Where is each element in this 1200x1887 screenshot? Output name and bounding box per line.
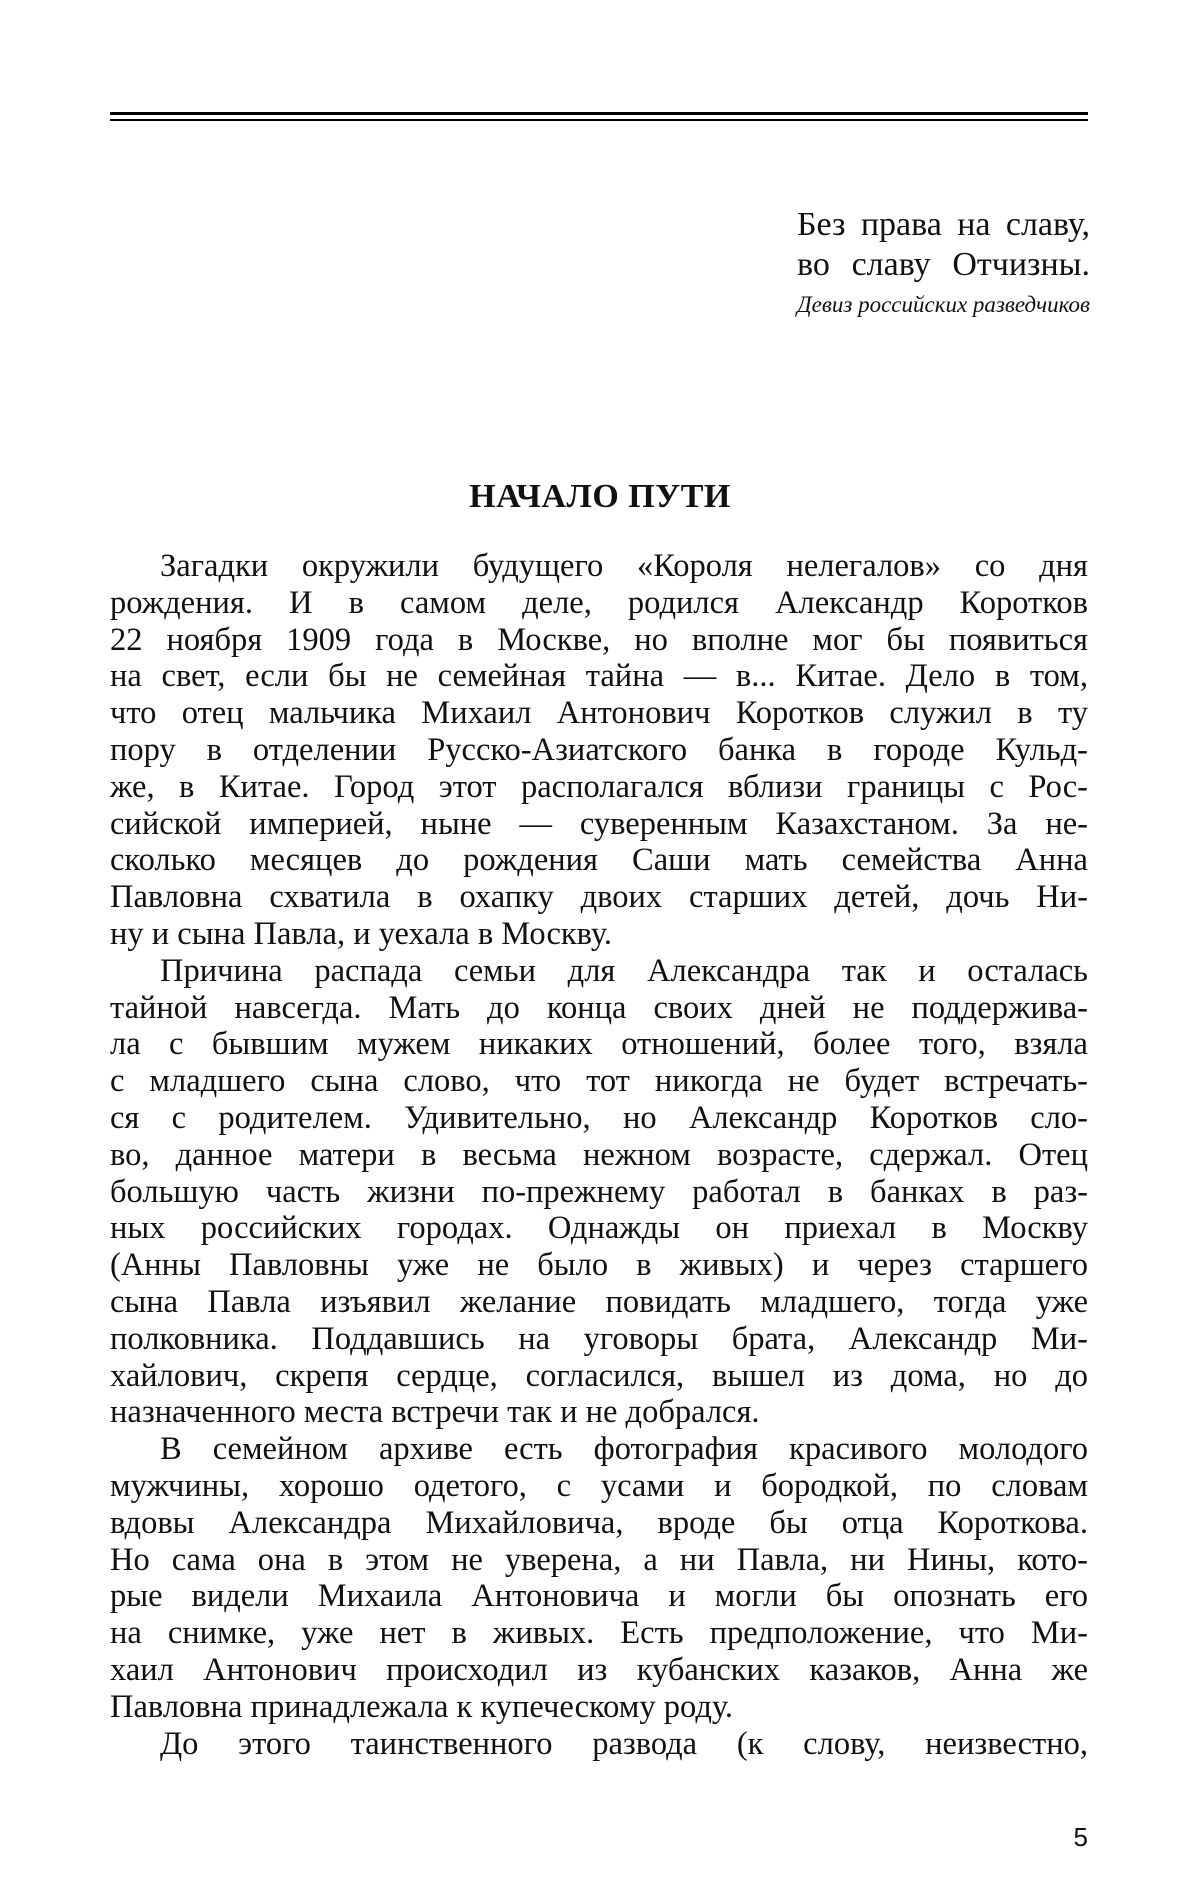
chapter-title: НАЧАЛО ПУТИ [469, 478, 731, 515]
text-line: сына Павла изъявил желание повидать младшего, тогда уже [110, 1283, 1088, 1320]
text-line: Но сама она в этом не уверена, а ни Павла, ни Нины, кото- [110, 1541, 1088, 1578]
text-line: До этого таинственного развода (к слову, неизвестно, [160, 1725, 1088, 1762]
page-number: 5 [1073, 1822, 1088, 1852]
text-line: хаил Антонович происходил из кубанских казаков, Анна же [110, 1651, 1088, 1688]
text-line: ну и сына Павла, и уехала в Москву. [110, 915, 613, 952]
text-line: мужчины, хорошо одетого, с усами и бородкой, по словам [110, 1467, 1088, 1504]
epigraph-line: во славу Отчизны. [797, 246, 1090, 283]
text-line: пору в отделении Русско-Азиатского банка в городе Кульд- [110, 731, 1088, 768]
text-line: большую часть жизни по-прежнему работал в банках в раз- [110, 1173, 1088, 1210]
header-rule-thin [110, 119, 1088, 121]
text-line: (Анны Павловны уже не было в живых) и через старшего [110, 1247, 1088, 1284]
header-rule [110, 112, 1088, 115]
text-line: рождения. И в самом деле, родился Александр Коротков [110, 584, 1088, 621]
text-line: на снимке, уже нет в живых. Есть предположение, что Ми- [110, 1615, 1088, 1652]
text-line: Загадки окружили будущего «Короля нелегалов» со дня [160, 548, 1088, 584]
text-line: сколько месяцев до рождения Саши мать семейства Анна [110, 842, 1088, 879]
text-line: Причина распада семьи для Александра так и осталась [160, 952, 1088, 989]
epigraph [797, 205, 1090, 323]
text-line: вдовы Александра Михайловича, вроде бы отца Короткова. [110, 1504, 1088, 1541]
text-line: ных российских городах. Однажды он приехал в Москву [110, 1210, 1088, 1247]
text-line: с младшего сына слово, что тот никогда не будет встречать- [110, 1063, 1088, 1100]
text-line: назначенного места встречи так и не добрался. [110, 1394, 760, 1431]
text-line: Павловна схватила в охапку двоих старших детей, дочь Ни- [110, 879, 1088, 916]
text-line: же, в Китае. Город этот располагался вблизи границы с Рос- [110, 768, 1088, 805]
text-line: хайлович, скрепя сердце, согласился, вышел из дома, но до [110, 1357, 1088, 1394]
text-line: 22 ноября 1909 года в Москве, но вполне мог бы появиться [110, 621, 1088, 658]
text-line: ся с родителем. Удивительно, но Александр Коротков сло- [110, 1099, 1088, 1136]
text-line: тайной навсегда. Мать до конца своих дней не поддержива- [110, 989, 1088, 1026]
text-line: Павловна принадлежала к купеческому роду. [110, 1688, 733, 1725]
text-line: на свет, если бы не семейная тайна — в... Китае. Дело в том, [110, 658, 1088, 695]
text-line: что отец мальчика Михаил Антонович Коротков служил в ту [110, 695, 1088, 732]
epigraph-source: Девиз российских разведчиков [797, 292, 1090, 317]
text-line: рые видели Михаила Антоновича и могли бы опознать его [110, 1578, 1088, 1615]
text-line: В семейном архиве есть фотография красивого молодого [160, 1431, 1088, 1468]
text-line: во, данное матери в весьма нежном возрасте, сдержал. Отец [110, 1136, 1088, 1173]
epigraph-line: Без права на славу, [797, 206, 1090, 243]
text-line: полковника. Поддавшись на уговоры брата, Александр Ми- [110, 1320, 1088, 1357]
text-line: ла с бывшим мужем никаких отношений, более того, взяла [110, 1026, 1088, 1063]
text-line: сийской империей, ныне — суверенным Казахстаном. За не- [110, 805, 1088, 842]
body-text [110, 548, 1088, 1762]
